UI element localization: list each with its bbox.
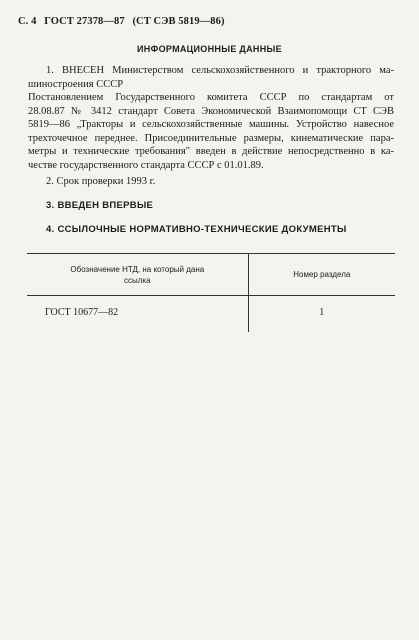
table-header-section-number [248, 254, 395, 296]
table-row [27, 296, 395, 319]
section-title: ИНФОРМАЦИОННЫЕ ДАННЫЕ [137, 44, 282, 54]
table-spacer-cell [248, 318, 395, 332]
item-2-review-date: 2. Срок проверки 1993 г. [46, 176, 156, 187]
table-spacer-row [27, 318, 395, 332]
table-cell-section-number: 1 [319, 307, 325, 318]
item-4-reference-documents: 4. ССЫЛОЧНЫЕ НОРМАТИВНО-ТЕХНИЧЕСКИЕ ДОКУМЕНТЫ [46, 224, 347, 235]
page-number: С. 4 [18, 16, 37, 27]
cmea-standard-number: (СТ СЭВ 5819—86) [132, 16, 225, 27]
reference-documents-table [27, 253, 395, 332]
item-1-line: 1. ВНЕСЕН Министерством сельскохозяйственного и тракторного ма- [46, 65, 394, 76]
page-header [18, 16, 230, 27]
item-1-line: 5819—86 „Тракторы и сельскохозяйственные машины. Устройство навесное [28, 119, 394, 130]
standard-number: ГОСТ 27378—87 [44, 16, 125, 27]
item-1-introduced-by [28, 64, 394, 172]
table-header-designation-label: Обозначение НТД, на который дана ссылка [70, 264, 205, 285]
item-1-line: честве государственного стандарта СССР с 01.01.89. [28, 159, 264, 171]
item-1-line: Постановлением Государственного комитета СССР по стандартам от [28, 92, 394, 103]
item-1-line: 28.08.87 № 3412 стандарт Совета Экономической Взаимопомощи СТ СЭВ [28, 105, 394, 117]
item-1-line: метры и технические требования" введен в действие непосредственно в ка- [28, 146, 394, 157]
table-cell-designation: ГОСТ 10677—82 [27, 296, 248, 319]
item-1-line: шиностроения СССР [28, 78, 124, 90]
item-1-line: трехточечное переднее. Присоединительные размеры, кинематические пара- [28, 132, 394, 144]
table-header-designation [27, 254, 248, 296]
item-3-introduced-first: 3. ВВЕДЕН ВПЕРВЫЕ [46, 200, 154, 211]
table-spacer-cell [27, 318, 248, 332]
table-header-section-label: Номер раздела [293, 270, 351, 279]
table-header-row [27, 254, 395, 296]
